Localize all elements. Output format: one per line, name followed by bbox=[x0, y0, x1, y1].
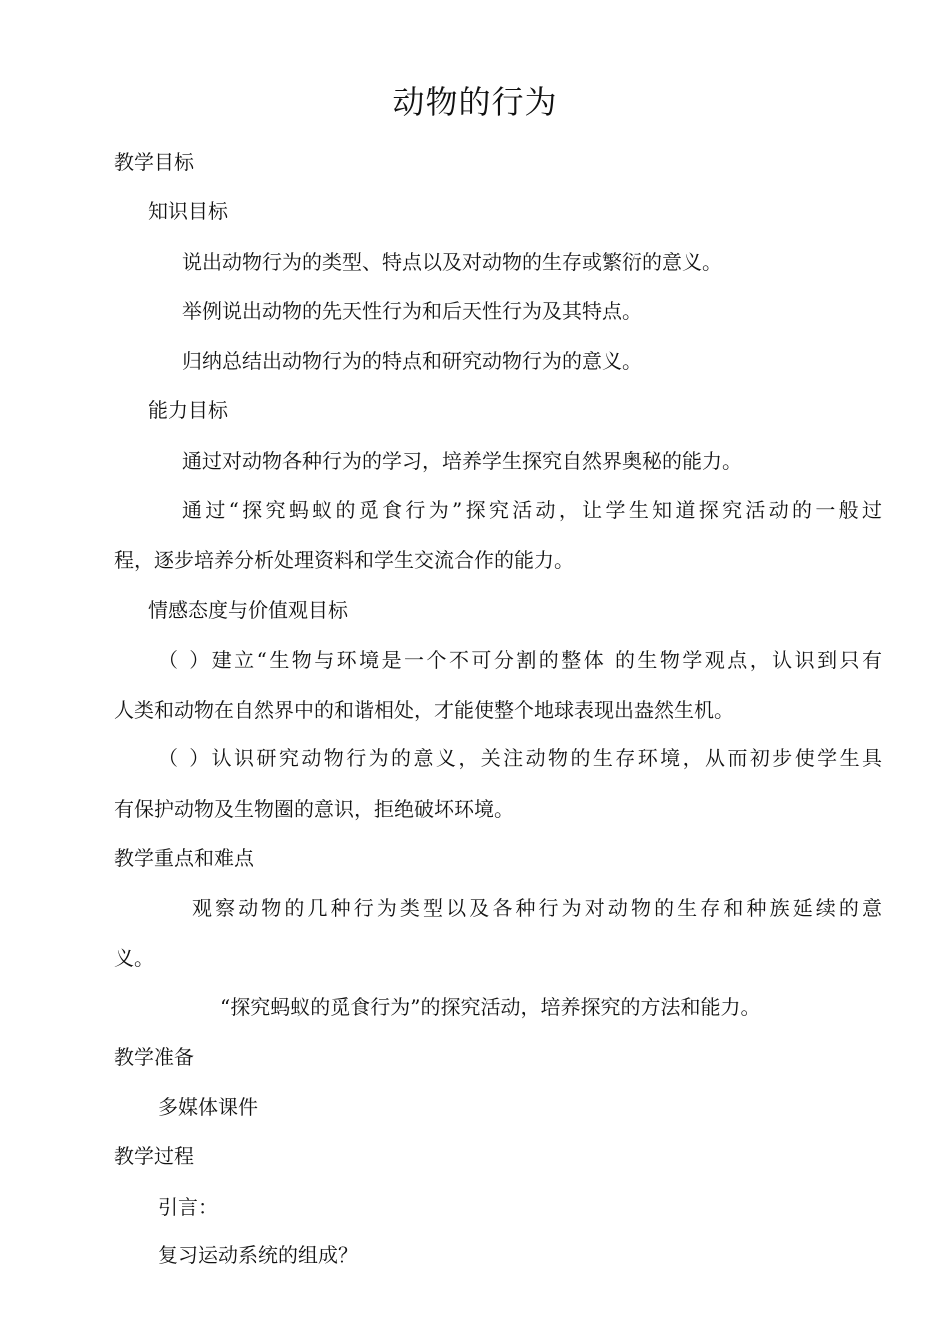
knowledge-item-1: 说出动物行为的类型、特点以及对动物的生存或繁衍的意义。 bbox=[182, 250, 722, 274]
emotion-item-2-line-2: 有保护动物及生物圈的意识，拒绝破坏环境。 bbox=[114, 797, 514, 821]
knowledge-item-2: 举例说出动物的先天性行为和后天性行为及其特点。 bbox=[182, 299, 642, 323]
preparation-item: 多媒体课件 bbox=[158, 1095, 258, 1119]
section-heading-preparation: 教学准备 bbox=[114, 1045, 194, 1069]
subheading-knowledge: 知识目标 bbox=[148, 199, 228, 223]
section-heading-process: 教学过程 bbox=[114, 1144, 194, 1168]
key-point-1-line-1: 观察动物的几种行为类型以及各种行为对动物的生存和种族延续的意 bbox=[192, 896, 882, 920]
emotion-item-2-line-1: （ ）认识研究动物行为的意义，关注动物的生存环境，从而初步使学生具 bbox=[158, 746, 882, 770]
process-question: 复习运动系统的组成？ bbox=[158, 1243, 358, 1267]
key-point-1-line-2: 义。 bbox=[114, 946, 154, 970]
subheading-ability: 能力目标 bbox=[148, 398, 228, 422]
ability-item-2-line-2: 程，逐步培养分析处理资料和学生交流合作的能力。 bbox=[114, 548, 574, 572]
emotion-item-1-line-1: （ ）建立“生物与环境是一个不可分割的整体 的生物学观点，认识到只有 bbox=[158, 648, 882, 672]
knowledge-item-3: 归纳总结出动物行为的特点和研究动物行为的意义。 bbox=[182, 349, 642, 373]
section-heading-objectives: 教学目标 bbox=[114, 150, 194, 174]
key-point-2: “探究蚂蚁的觅食行为”的探究活动，培养探究的方法和能力。 bbox=[220, 995, 761, 1019]
process-intro: 引言： bbox=[158, 1195, 218, 1219]
ability-item-2-line-1: 通过“探究蚂蚁的觅食行为”探究活动，让学生知道探究活动的一般过 bbox=[182, 498, 882, 522]
page-title: 动物的行为 bbox=[392, 83, 558, 121]
subheading-emotion: 情感态度与价值观目标 bbox=[148, 598, 348, 622]
section-heading-key-points: 教学重点和难点 bbox=[114, 846, 254, 870]
ability-item-1: 通过对动物各种行为的学习，培养学生探究自然界奥秘的能力。 bbox=[182, 449, 742, 473]
emotion-item-1-line-2: 人类和动物在自然界中的和谐相处，才能使整个地球表现出盎然生机。 bbox=[114, 698, 734, 722]
